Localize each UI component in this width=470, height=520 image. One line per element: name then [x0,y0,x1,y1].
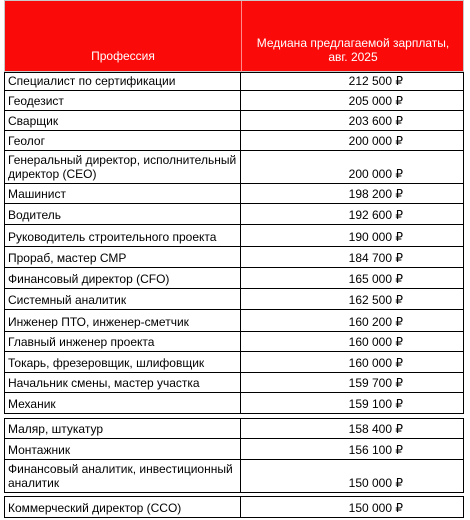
salary-value: 150 000 ₽ [348,476,403,490]
salary-value: 159 100 ₽ [348,397,403,411]
profession-cell [5,247,241,267]
table-row [4,268,464,289]
table-row [4,225,464,247]
salary-value: 198 200 ₽ [348,187,403,201]
profession-cell [5,332,241,351]
table-row [4,310,464,332]
table-row [4,72,464,91]
salary-cell [241,373,463,392]
salary-value: 160 200 ₽ [348,315,403,329]
table-row [4,289,464,310]
table-row [4,373,464,393]
profession-cell [5,393,241,413]
salary-cell [241,111,463,130]
profession-cell [5,184,241,203]
profession-name: Коммерческий директор (CCO) [8,501,182,515]
profession-cell [5,268,241,288]
profession-cell [5,91,241,110]
profession-cell [5,131,241,150]
salary-cell [241,393,463,413]
profession-cell [5,310,241,331]
salary-value: 205 000 ₽ [348,94,403,108]
salary-value: 212 500 ₽ [348,74,403,88]
profession-cell [5,111,241,130]
salary-value: 159 700 ₽ [348,376,403,390]
profession-cell [5,151,241,183]
profession-cell [5,204,241,224]
table-row [4,111,464,131]
table-row [4,332,464,352]
profession-name: Токарь, фрезеровщик, шлифовщик [8,356,205,370]
salary-cell [241,131,463,150]
salary-cell [241,352,463,372]
profession-name: Геодезист [8,94,64,108]
header-profession-label: Профессия [91,49,155,63]
header-profession [5,1,241,73]
table-row [4,439,464,460]
profession-name: Финансовый директор (CFO) [8,272,170,286]
profession-cell [5,419,241,438]
salary-cell [241,439,463,459]
salary-cell [241,73,463,90]
salary-cell [241,419,463,438]
profession-name: Начальник смены, мастер участка [8,376,200,390]
profession-name: Прораб, мастер СМР [8,251,127,265]
header-salary-label: Медиана предлагаемой зарплаты, авг. 2025 [256,36,450,64]
salary-cell [241,91,463,110]
profession-name: Машинист [8,187,66,201]
profession-name: Монтажник [8,443,71,457]
salary-cell [241,204,463,224]
salary-value: 162 500 ₽ [348,293,403,307]
profession-name: Системный аналитик [8,293,127,307]
profession-cell [5,373,241,392]
profession-name: Руководитель строительного проекта [8,230,217,244]
salary-value: 160 000 ₽ [348,335,403,349]
profession-name: Генеральный директор, исполнительный директор (CEO) [8,153,237,181]
salary-value: 200 000 ₽ [348,134,403,148]
table-row [4,460,464,493]
table-row [4,151,464,184]
profession-name: Специалист по сертификации [8,74,176,88]
profession-cell [5,439,241,459]
salary-cell [241,289,463,309]
table-row [4,352,464,373]
profession-cell [5,289,241,309]
salary-value: 184 700 ₽ [348,251,403,265]
table-row [4,247,464,268]
salary-value: 200 000 ₽ [348,167,403,181]
table-row [4,131,464,151]
table-row [4,204,464,225]
salary-value: 203 600 ₽ [348,114,403,128]
salary-cell [241,310,463,331]
profession-cell [5,460,241,492]
salary-value: 165 000 ₽ [348,272,403,286]
profession-cell [5,352,241,372]
salary-cell [241,497,463,517]
table-row [4,91,464,111]
header-salary [241,1,465,73]
profession-name: Водитель [8,208,62,222]
profession-name: Сварщик [8,114,59,128]
salary-cell [241,151,463,183]
profession-name: Главный инженер проекта [8,335,155,349]
profession-name: Механик [8,397,56,411]
table-row [4,496,464,518]
table-header [4,0,464,72]
table-row [4,184,464,204]
salary-value: 192 600 ₽ [348,208,403,222]
salary-value: 190 000 ₽ [348,230,403,244]
salary-cell [241,268,463,288]
salary-value: 156 100 ₽ [348,443,403,457]
salary-cell [241,184,463,203]
salary-value: 158 400 ₽ [348,422,403,436]
table-row [4,393,464,414]
profession-cell [5,225,241,246]
profession-cell [5,73,241,90]
profession-name: Инженер ПТО, инженер-сметчик [8,315,189,329]
salary-cell [241,332,463,351]
table-row [4,418,464,439]
salary-value: 150 000 ₽ [348,501,403,515]
salary-cell [241,247,463,267]
profession-name: Финансовый аналитик, инвестиционный аналитик [8,462,233,490]
profession-name: Маляр, штукатур [8,422,103,436]
profession-cell [5,497,241,517]
salary-value: 160 000 ₽ [348,356,403,370]
profession-name: Геолог [8,134,45,148]
salary-cell [241,460,463,492]
salary-cell [241,225,463,246]
